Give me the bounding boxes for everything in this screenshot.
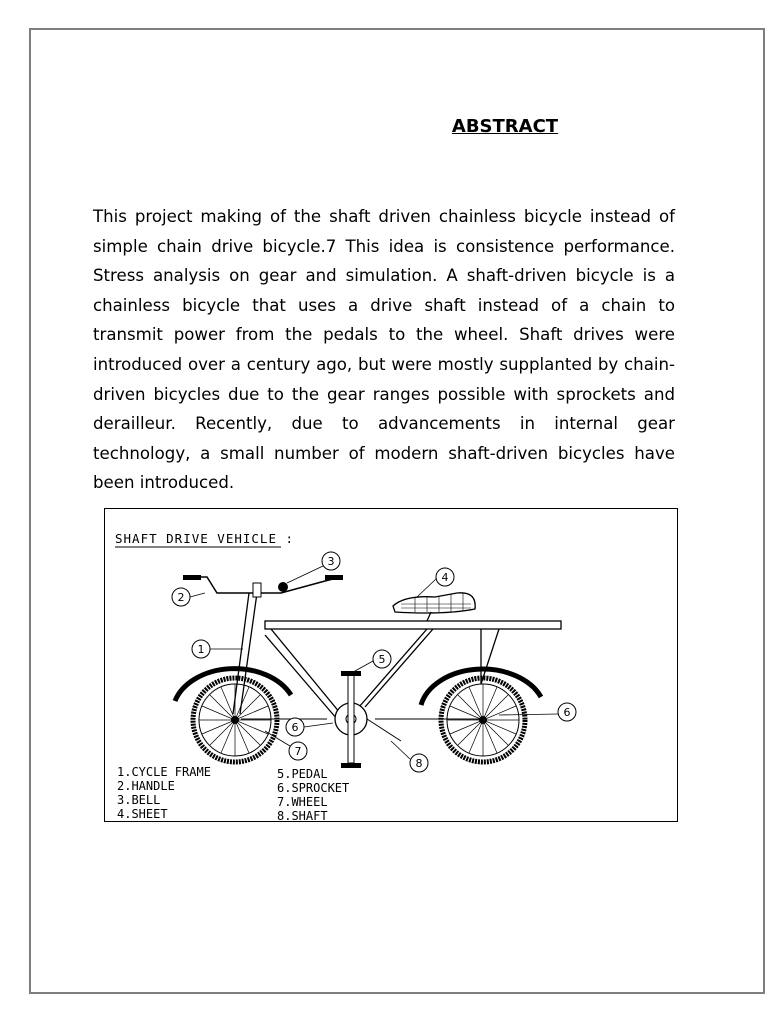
left-wheel-hub bbox=[231, 716, 239, 724]
legend-item-1: 1.CYCLE FRAME bbox=[117, 765, 211, 779]
left-fender bbox=[175, 669, 291, 701]
callout-5: 5 bbox=[378, 653, 386, 666]
callout-4: 4 bbox=[441, 571, 449, 584]
callout-8: 8 bbox=[415, 757, 423, 770]
legend-item-6: 6.SPROCKET bbox=[277, 781, 350, 795]
legend-item-5: 5.PEDAL bbox=[277, 767, 328, 781]
callout-1: 1 bbox=[197, 643, 205, 656]
fork-tube-a bbox=[233, 593, 249, 714]
callout-7: 7 bbox=[294, 745, 302, 758]
left-grip bbox=[183, 575, 201, 580]
crank-arm bbox=[348, 675, 354, 763]
bell-icon bbox=[278, 582, 288, 592]
handle-stem bbox=[253, 583, 261, 597]
top-tube bbox=[265, 621, 561, 629]
callout-6-sprocket: 6 bbox=[291, 721, 299, 734]
callout-2: 2 bbox=[177, 591, 185, 604]
right-grip bbox=[325, 575, 343, 580]
handlebar bbox=[185, 577, 341, 593]
legend-item-8: 8.SHAFT bbox=[277, 809, 328, 823]
right-wheel-hub bbox=[479, 716, 487, 724]
bicycle-diagram-figure bbox=[104, 508, 678, 822]
legend-item-3: 3.BELL bbox=[117, 793, 161, 807]
abstract-paragraph: This project making of the shaft driven chainless bicycle instead of simple chain drive bicycle.7 This idea is consistence performance. Stress analysis on gear and simulation. A shaft-driven bicycle is a chainless bicycle that uses a drive shaft instead of a chain to transmit power from the pedals to the wheel. Shaft drives were introduced over a century ago, but were mostly supplanted by chain-driven bicycles due to the gear ranges possible with sprockets and derailleur. Recently, due to advancements in internal gear technology, a small number of modern shaft-driven bicycles have been introduced. bbox=[93, 207, 675, 493]
legend-item-2: 2.HANDLE bbox=[117, 779, 175, 793]
callout-circles bbox=[172, 552, 576, 772]
upper-pedal bbox=[341, 671, 361, 676]
diagram-title: SHAFT DRIVE VEHICLE : bbox=[115, 531, 295, 546]
fork-tube-b bbox=[240, 593, 257, 714]
legend-item-4: 4.SHEET bbox=[117, 807, 168, 821]
bicycle-diagram bbox=[105, 509, 679, 823]
legend-left bbox=[117, 765, 211, 821]
callout-3: 3 bbox=[327, 555, 335, 568]
callout-6-wheel: 6 bbox=[563, 706, 571, 719]
legend-right bbox=[277, 767, 349, 823]
legend-item-7: 7.WHEEL bbox=[277, 795, 328, 809]
abstract-heading: ABSTRACT bbox=[451, 116, 559, 137]
lower-pedal bbox=[341, 763, 361, 768]
drive-shaft bbox=[367, 719, 401, 741]
